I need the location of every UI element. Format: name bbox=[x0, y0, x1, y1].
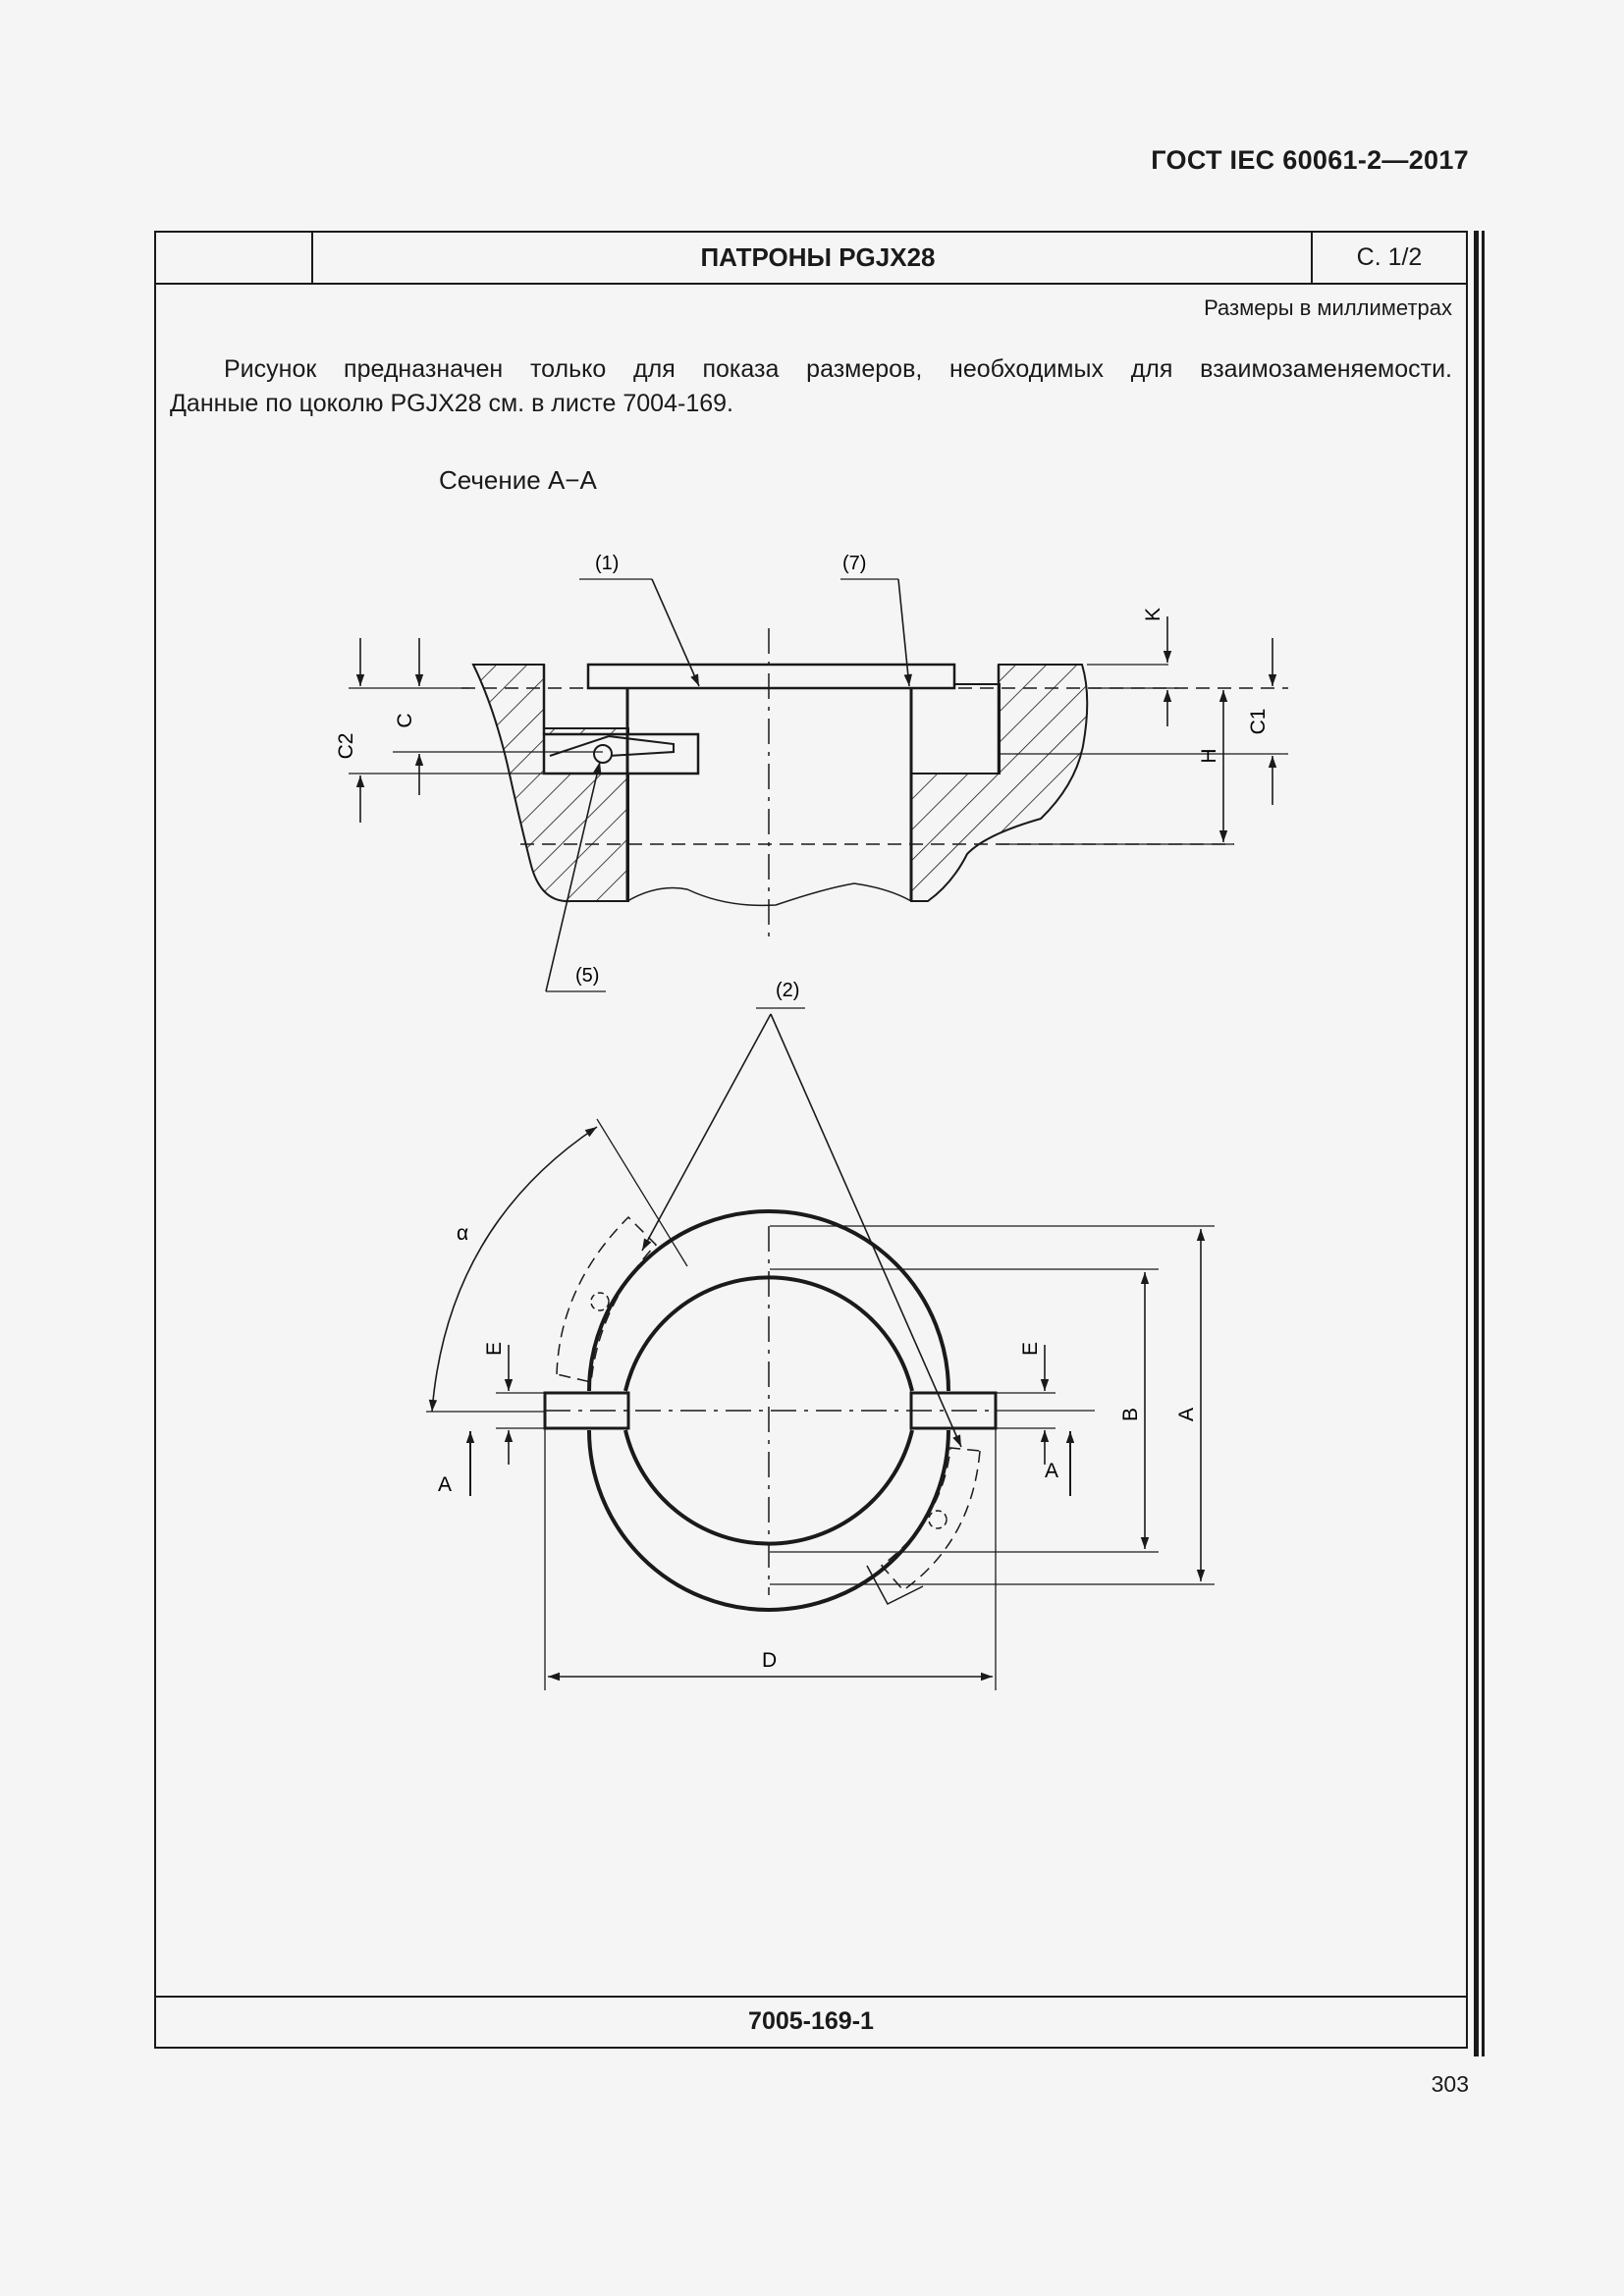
dim-label-c1: C1 bbox=[1247, 708, 1270, 735]
units-note: Размеры в миллиметрах bbox=[1204, 295, 1452, 320]
standard-id: ГОСТ IEC 60061-2—2017 bbox=[1151, 145, 1469, 175]
left-slot bbox=[544, 734, 698, 774]
left-hatched-body bbox=[473, 665, 628, 901]
section-title: Сечение A−A bbox=[439, 465, 597, 495]
sheet-number: 7005-169-1 bbox=[156, 1996, 1466, 2047]
contact-pin bbox=[594, 745, 612, 763]
dim-label-b: B bbox=[1119, 1407, 1142, 1422]
dim-label-k: K bbox=[1142, 607, 1164, 622]
dim-label-e-right: E bbox=[1019, 1341, 1042, 1357]
dim-label-c: C bbox=[394, 713, 416, 728]
rotated-ghost-left bbox=[557, 1217, 656, 1382]
dim-label-c2: C2 bbox=[335, 732, 357, 760]
sheet-page-indicator: С. 1/2 bbox=[1311, 233, 1466, 283]
view-label-a-right: A bbox=[1045, 1460, 1059, 1482]
dim-label-h: H bbox=[1198, 748, 1220, 764]
dim-label-a: A bbox=[1175, 1407, 1198, 1422]
alpha-angle-arc bbox=[432, 1127, 597, 1412]
view-label-a-left: A bbox=[438, 1473, 453, 1496]
callout-2: (2) bbox=[776, 980, 800, 1001]
dim-label-d: D bbox=[762, 1649, 778, 1672]
sheet-title: ПАТРОНЫ PGJX28 bbox=[700, 242, 936, 272]
plan-view bbox=[426, 1008, 1215, 1690]
callout-7: (7) bbox=[842, 553, 867, 574]
right-step bbox=[911, 684, 1000, 774]
note-line-2: Данные по цоколю PGJX28 см. в листе 7004-169. bbox=[170, 390, 733, 417]
callout-1: (1) bbox=[595, 553, 620, 574]
callout-5: (5) bbox=[575, 965, 600, 987]
dim-label-e-left: E bbox=[483, 1341, 506, 1357]
angle-label-alpha: α bbox=[457, 1222, 469, 1245]
top-contact-plate bbox=[588, 665, 954, 688]
page-number: 303 bbox=[1431, 2071, 1469, 2097]
section-view bbox=[349, 579, 1288, 991]
note-line-1: Рисунок предназначен только для показа размеров, необходимых для взаимозаменяемости. bbox=[224, 355, 1452, 383]
